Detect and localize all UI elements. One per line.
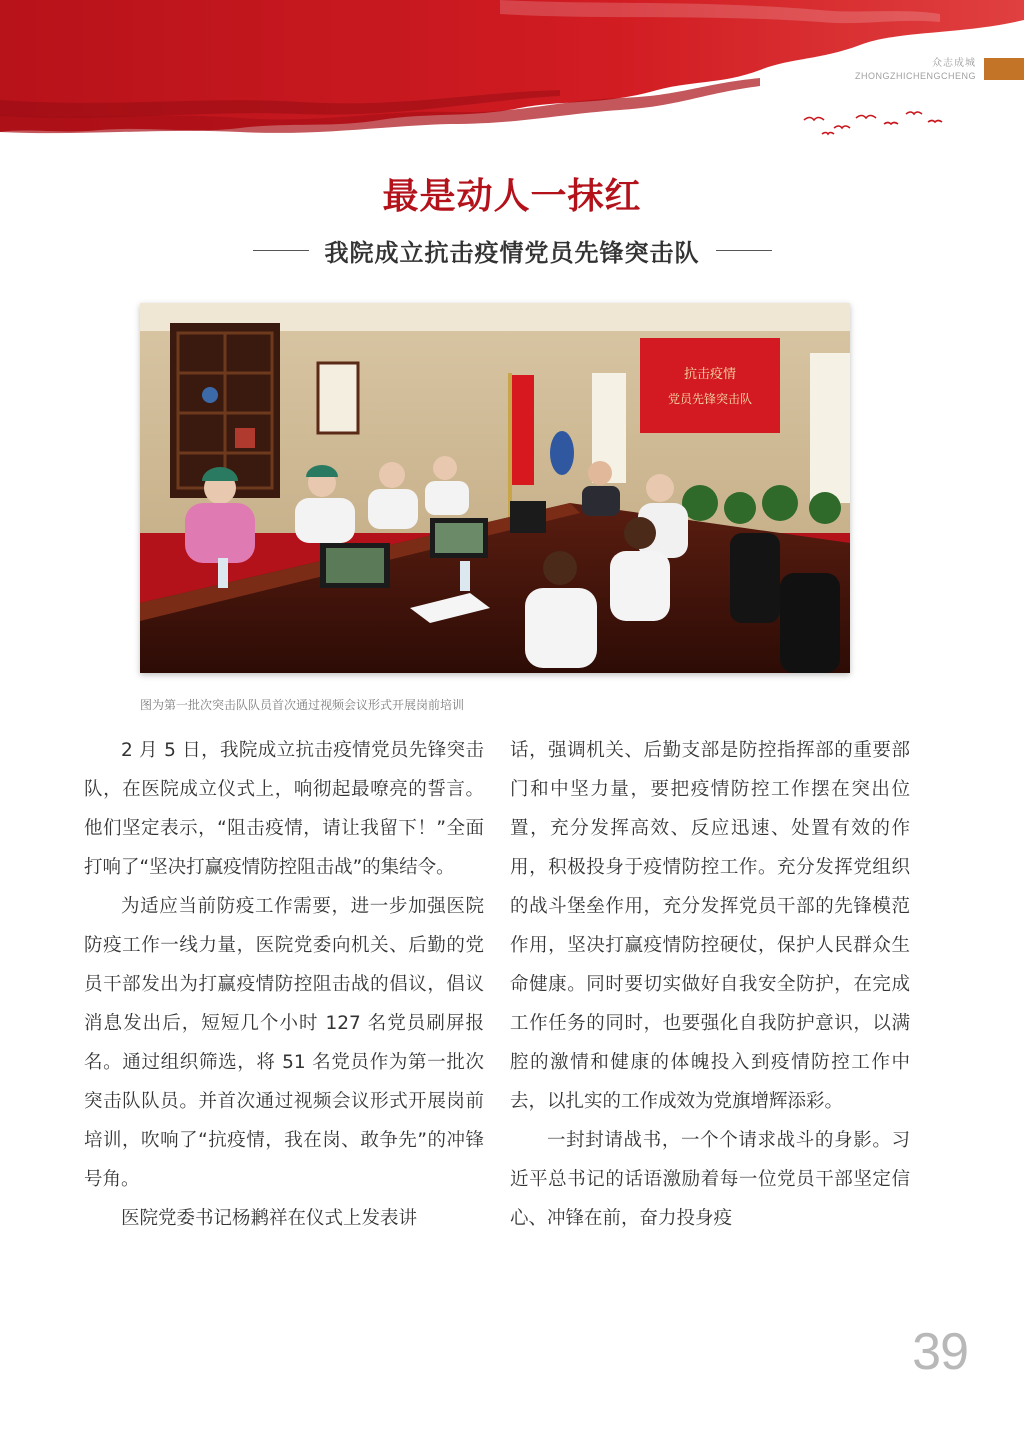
subtitle-dash-right — [716, 250, 772, 251]
paragraph-1: 2 月 5 日，我院成立抗击疫情党员先锋突击队，在医院成立仪式上，响彻起最嘹亮的誓言。他们坚定表示，“阻击疫情，请让我留下！”全面打响了“坚决打赢疫情防控阻击战”的集结令。 — [84, 740, 484, 878]
section-tab — [984, 58, 1024, 80]
banner-text-1: 抗击疫情 — [683, 367, 737, 382]
body-column-right — [510, 731, 910, 1238]
meeting-photo — [140, 303, 850, 673]
subtitle-row — [0, 233, 1024, 268]
subtitle-dash-left — [253, 250, 309, 251]
page-number: 39 — [912, 1323, 968, 1381]
photo-caption: 图为第一批次突击队队员首次通过视频会议形式开展岗前培训 — [140, 698, 465, 712]
paragraph-3: 医院党委书记杨鹣祥在仪式上发表讲 — [121, 1208, 418, 1229]
paragraph-2: 为适应当前防疫工作需要，进一步加强医院防疫工作一线力量，医院党委向机关、后勤的党员干部发出为打赢疫情防控阻击战的倡议，倡议消息发出后，短短几个小时 127 名党员刷屏报名。通过组织筛选，将 51 名党员作为第一批次突击队队员。并首次通过视频会议形式开展岗前培训，吹响了“抗疫情，我在岗、敢争先”的冲锋号角。 — [84, 896, 484, 1190]
article-title: 最是动人一抹红 — [382, 175, 642, 217]
birds-decoration — [794, 100, 954, 140]
paragraph-4: 一封封请战书，一个个请求战斗的身影。习近平总书记的话语激励着每一位党员干部坚定信心、冲锋在前，奋力投身疫 — [510, 1130, 910, 1229]
running-head — [855, 54, 976, 81]
body-column-left — [84, 731, 484, 1238]
paragraph-3-continued: 话，强调机关、后勤支部是防控指挥部的重要部门和中坚力量，要把疫情防控工作摆在突出位置，充分发挥高效、反应迅速、处置有效的作用，积极投身于疫情防控工作。充分发挥党组织的战斗堡垒作用，充分发挥党员干部的先锋模范作用，坚决打赢疫情防控硬仗，保护人民群众生命健康。同时要切实做好自我安全防护，在完成工作任务的同时，也要强化自我防护意识，以满腔的激情和健康的体魄投入到疫情防控工作中去，以扎实的工作成效为党旗增辉添彩。 — [510, 740, 910, 1112]
running-title: 众志成城 — [932, 58, 976, 69]
banner-text-2: 党员先锋突击队 — [667, 392, 753, 406]
running-title-en: ZHONGZHICHENGCHENG — [855, 71, 976, 81]
article-subtitle: 我院成立抗击疫情党员先锋突击队 — [324, 238, 700, 267]
